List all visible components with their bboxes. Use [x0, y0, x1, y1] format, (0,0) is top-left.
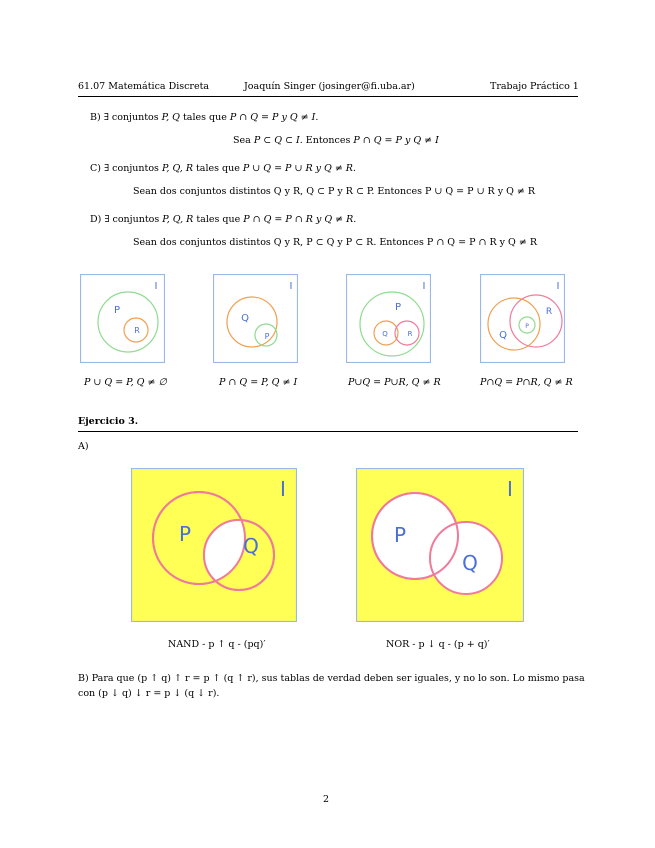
- part-a-label: A): [78, 441, 89, 452]
- set-p-label: P: [525, 323, 529, 330]
- caption-union: P ∪ Q = P, Q ≠ ∅: [84, 377, 167, 388]
- part-b-line-1: B) Para que (p ↑ q) ↑ r = p ↑ (q ↑ r), sus tablas de verdad deben ser iguales, y no lo son. Lo mismo pasa: [78, 673, 585, 684]
- venn-union-equal-diagram: [346, 274, 431, 363]
- set-q-label: Q: [243, 534, 259, 558]
- set-r-label: R: [134, 326, 140, 335]
- universe-frame: [214, 275, 298, 363]
- item-c-prefix: C) ∃ conjuntos: [90, 163, 162, 174]
- universe-frame: [347, 275, 431, 363]
- set-r-label: R: [407, 330, 413, 338]
- caption-intersection-equal: P∩Q = P∩R, Q ≠ R: [480, 377, 573, 388]
- header-author: Joaquín Singer (josinger@fi.uba.ar): [244, 81, 415, 92]
- set-p-label: P: [393, 523, 407, 547]
- item-c-vars: P, Q, R: [161, 163, 193, 174]
- item-b-answer: [233, 136, 439, 146]
- set-q-label: Q: [462, 551, 478, 575]
- set-q-label: Q: [241, 313, 249, 324]
- item-b-vars: P, Q: [161, 112, 180, 123]
- universe-label: I: [422, 281, 426, 292]
- nor-venn-diagram: [356, 468, 524, 622]
- item-b-answer-mid: Entonces: [302, 135, 354, 146]
- nand-venn-diagram: [131, 468, 297, 622]
- universe-label: I: [556, 281, 560, 292]
- item-b: [90, 113, 318, 123]
- set-q-label: Q: [499, 330, 507, 341]
- caption-union-equal: P∪Q = P∪R, Q ≠ R: [348, 377, 441, 388]
- universe-label: I: [280, 477, 286, 501]
- set-p-label: P: [178, 522, 192, 546]
- page-number: 2: [323, 794, 330, 805]
- item-d-vars: P, Q, R: [162, 214, 194, 225]
- caption-intersection: P ∩ Q = P, Q ≠ I: [219, 377, 298, 388]
- item-b-prefix: B) ∃ conjuntos: [90, 112, 162, 123]
- item-c-answer: Sean dos conjuntos distintos Q y R, Q ⊂ P y R ⊂ P. Entonces P ∪ Q = P ∪ R y Q ≠ R: [133, 186, 536, 197]
- set-p-label: P: [264, 332, 270, 341]
- section-title: Ejercicio 3.: [78, 416, 139, 427]
- item-b-mid: tales que: [179, 112, 230, 123]
- item-b-answer-result: P ∩ Q = P y Q ≠ I: [353, 135, 439, 146]
- header-rule: [78, 96, 578, 97]
- item-d-prefix: D) ∃ conjuntos: [90, 214, 163, 225]
- universe-label: I: [154, 281, 158, 292]
- item-b-condition: P ∩ Q = P y Q ≠ I.: [229, 112, 319, 123]
- set-r-label: R: [545, 307, 553, 317]
- header-course: 61.07 Matemática Discreta: [78, 81, 210, 92]
- set-q-label: Q: [382, 330, 388, 338]
- section-rule: [78, 431, 578, 432]
- item-d-answer: Sean dos conjuntos distintos Q y R, P ⊂ Q y P ⊂ R. Entonces P ∩ Q = P ∩ R y Q ≠ R: [133, 237, 537, 248]
- venn-intersection-diagram: [213, 274, 298, 363]
- universe-frame: [81, 275, 165, 363]
- set-p-label: P: [394, 302, 402, 313]
- venn-union-diagram: [80, 274, 165, 363]
- item-c-condition: P ∪ Q = P ∪ R y Q ≠ R.: [242, 163, 356, 174]
- universe-label: I: [289, 281, 293, 292]
- header-doc: Trabajo Práctico 1: [490, 81, 579, 92]
- venn-intersection-equal-diagram: [480, 274, 565, 363]
- item-b-answer-prefix: Sea: [233, 135, 254, 146]
- item-b-answer-math: P ⊂ Q ⊂ I.: [253, 135, 303, 146]
- item-c: [90, 164, 356, 174]
- item-d-condition: P ∩ Q = P ∩ R y Q ≠ R.: [243, 214, 357, 225]
- caption-nand: NAND - p ↑ q - (pq)′: [168, 639, 266, 650]
- item-d-mid: tales que: [193, 214, 244, 225]
- item-c-mid: tales que: [192, 163, 243, 174]
- part-b-line-2: con (p ↓ q) ↓ r = p ↓ (q ↓ r).: [78, 688, 220, 699]
- caption-nor: NOR - p ↓ q - (p + q)′: [386, 639, 490, 650]
- universe-label: I: [507, 477, 513, 501]
- item-d: [90, 215, 356, 225]
- set-p-label: P: [113, 305, 121, 316]
